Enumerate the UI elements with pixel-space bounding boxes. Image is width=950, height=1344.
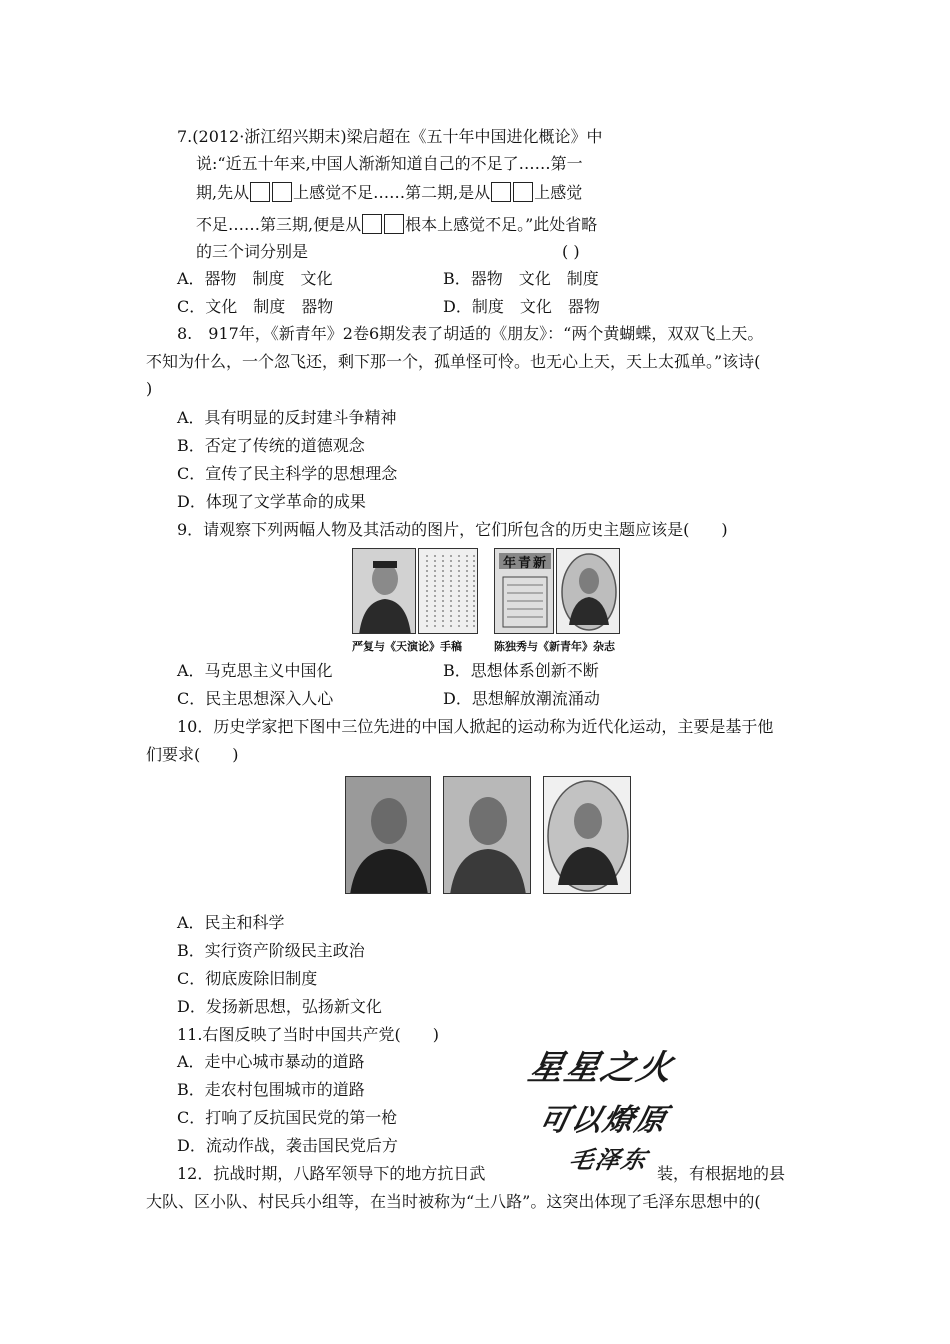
chen-duxiu-portrait bbox=[556, 548, 620, 634]
q8-option-d: D．体现了文学革命的成果 bbox=[177, 492, 366, 511]
q10-line-1: 10．历史学家把下图中三位先进的中国人掀起的运动称为近代化运动，主要是基于他 bbox=[177, 717, 774, 736]
q12-line-1-text-a: 12．抗战时期，八路军领导下的地方抗日武 bbox=[177, 1164, 486, 1183]
q8-option-a: A．具有明显的反封建斗争精神 bbox=[177, 408, 397, 427]
q7-option-b: B．器物 文化 制度 bbox=[443, 269, 599, 288]
q8-line-1: 8. 917年，《新青年》2卷6期发表了胡适的《朋友》：“两个黄蝴蝶，双双飞上天。 bbox=[177, 324, 764, 343]
q10-option-c: C．彻底废除旧制度 bbox=[177, 969, 318, 988]
q11-option-a: A．走中心城市暴动的道路 bbox=[177, 1052, 365, 1071]
q9-option-d: D．思想解放潮流涌动 bbox=[443, 689, 600, 708]
q9-option-a: A．马克思主义中国化 bbox=[177, 661, 333, 680]
blank-box bbox=[384, 214, 404, 234]
q9-option-c: C．民主思想深入人心 bbox=[177, 689, 334, 708]
q7-option-a: A．器物 制度 文化 bbox=[177, 269, 333, 288]
q7-line-2: 说:“近五十年来,中国人渐渐知道自己的不足了……第一 bbox=[196, 154, 583, 173]
q11-option-c: C．打响了反抗国民党的第一枪 bbox=[177, 1108, 398, 1127]
caption-yan-fu: 严复与《天演论》手稿 bbox=[352, 640, 462, 653]
q12-line-2: 大队、区小队、村民兵小组等，在当时被称为“土八路”。这突出体现了毛泽东思想中的( bbox=[146, 1192, 761, 1211]
blank-box bbox=[362, 214, 382, 234]
q7-line-5: 的三个词分别是 bbox=[196, 242, 309, 261]
q9-option-b: B．思想体系创新不断 bbox=[443, 661, 599, 680]
q10-option-b: B．实行资产阶级民主政治 bbox=[177, 941, 365, 960]
calligraphy-line-1: 星星之火 bbox=[525, 1048, 678, 1088]
magazine-title: 年青新 bbox=[503, 556, 549, 571]
q7-option-d: D．制度 文化 器物 bbox=[443, 297, 600, 316]
q11-option-d: D．流动作战，袭击国民党后方 bbox=[177, 1136, 398, 1155]
new-youth-magazine-cover bbox=[494, 548, 554, 634]
blank-box bbox=[272, 182, 292, 202]
yan-fu-portrait bbox=[352, 548, 416, 634]
q7-line-3-text-c: 上感觉 bbox=[534, 183, 583, 202]
blank-box bbox=[491, 182, 511, 202]
portrait-chen-duxiu bbox=[543, 776, 631, 894]
q7-line-3 bbox=[196, 182, 582, 203]
q9-line-1: 9．请观察下列两幅人物及其活动的图片，它们所包含的历史主题应该是( ) bbox=[177, 520, 728, 539]
q7-line-4-text-a: 不足……第三期,便是从 bbox=[196, 215, 362, 234]
q7-answer-paren: ( ) bbox=[562, 242, 580, 261]
q7-line-3-text-b: 上感觉不足……第二期,是从 bbox=[293, 183, 491, 202]
caption-chen-duxiu: 陈独秀与《新青年》杂志 bbox=[494, 640, 615, 653]
q7-line-3-text-a: 期,先从 bbox=[196, 183, 250, 202]
q10-line-2: 们要求( ) bbox=[146, 745, 239, 764]
q12-line-1-text-b: 装，有根据地的县 bbox=[657, 1164, 786, 1183]
q7-line-4 bbox=[196, 214, 597, 235]
q7-line-1: 7.(2012·浙江绍兴期末)梁启超在《五十年中国进化概论》中 bbox=[177, 127, 603, 146]
q11-option-b: B．走农村包围城市的道路 bbox=[177, 1080, 365, 1099]
calligraphy-line-2: 可以燎原 bbox=[535, 1103, 671, 1138]
q10-option-a: A．民主和科学 bbox=[177, 913, 285, 932]
q8-option-c: C．宣传了民主科学的思想理念 bbox=[177, 464, 398, 483]
q8-option-b: B．否定了传统的道德观念 bbox=[177, 436, 365, 455]
calligraphy-signature: 毛泽东 bbox=[566, 1145, 651, 1174]
q8-line-2: 不知为什么，一个忽飞还，剩下那一个，孤单怪可怜。也无心上天，天上太孤单。”该诗( bbox=[146, 352, 761, 371]
portrait-kang-youwei bbox=[345, 776, 431, 894]
q8-line-3: ) bbox=[146, 379, 153, 398]
q10-option-d: D．发扬新思想，弘扬新文化 bbox=[177, 997, 382, 1016]
blank-box bbox=[513, 182, 533, 202]
portrait-sun-yat-sen bbox=[443, 776, 531, 894]
blank-box bbox=[250, 182, 270, 202]
q7-line-4-text-b: 根本上感觉不足。”此处省略 bbox=[405, 215, 598, 234]
tianyanlun-manuscript-image bbox=[418, 548, 478, 634]
q7-option-c: C．文化 制度 器物 bbox=[177, 297, 334, 316]
q11-line-1: 11.右图反映了当时中国共产党( ) bbox=[177, 1025, 439, 1044]
